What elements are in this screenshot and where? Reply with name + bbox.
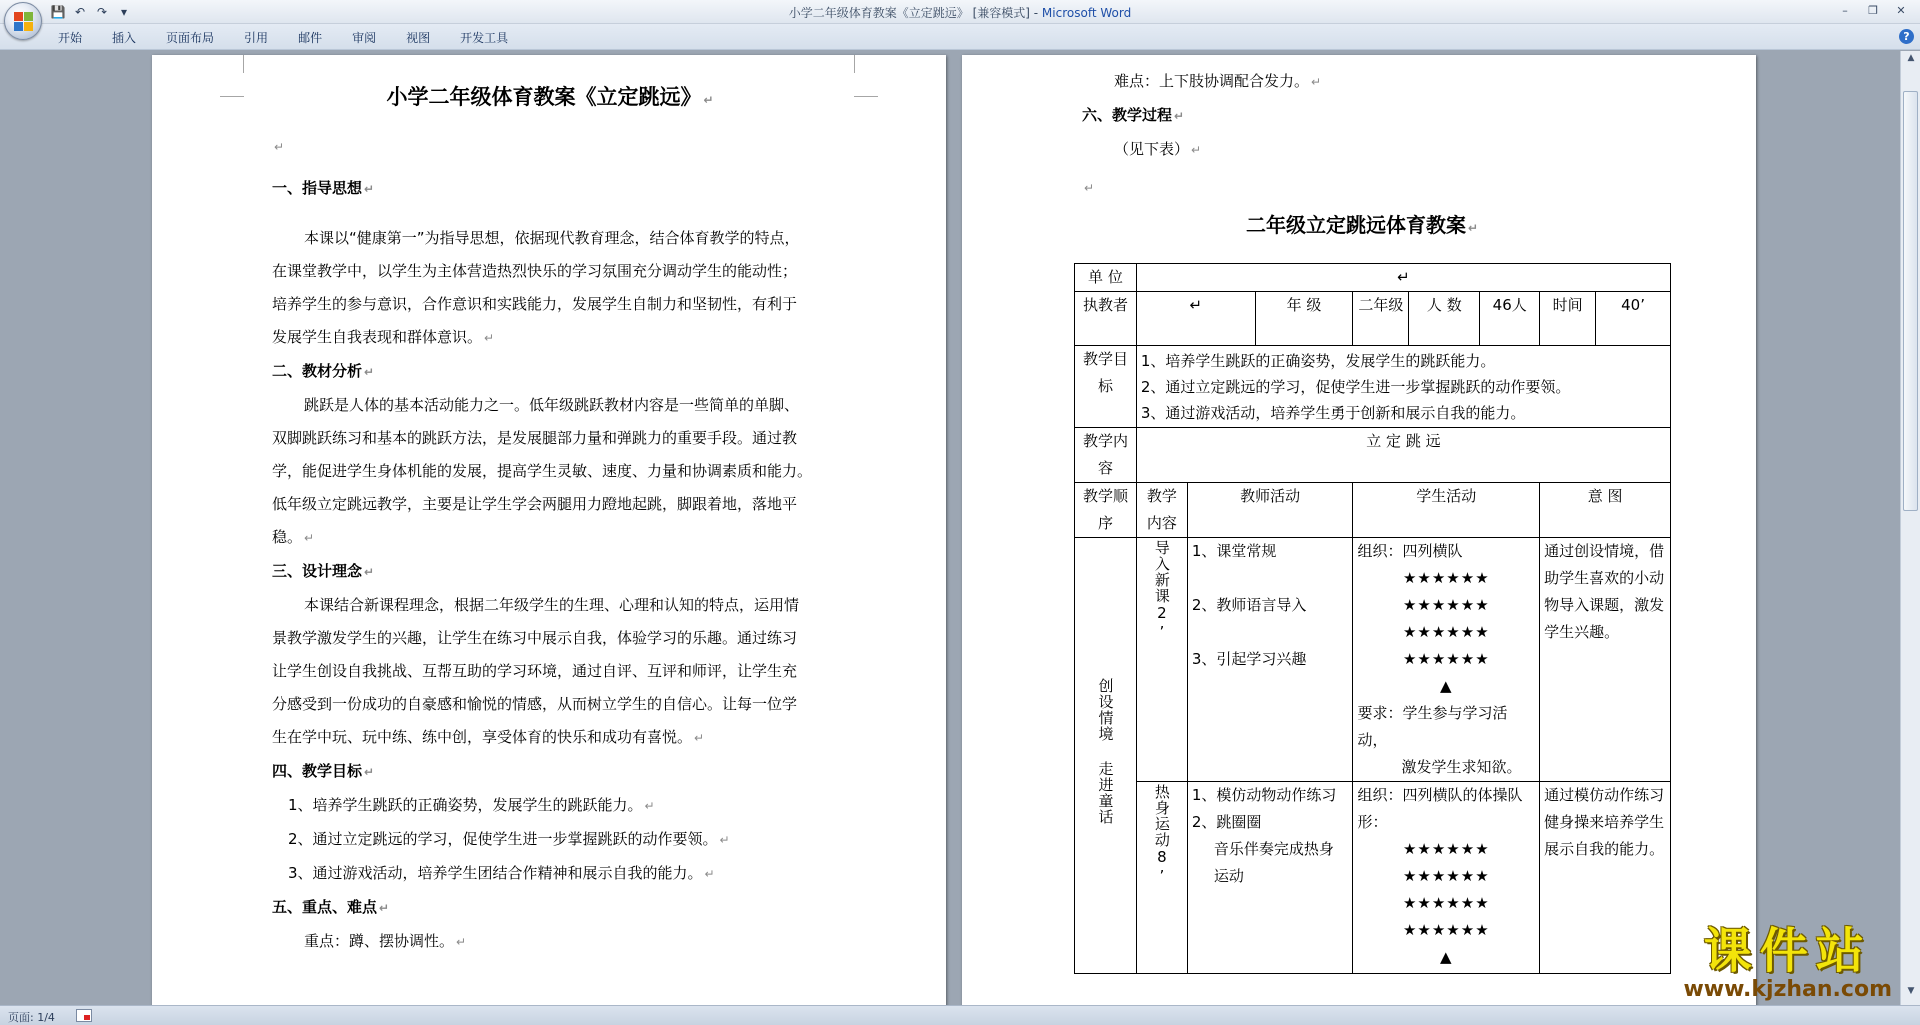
tab-developer[interactable]: 开发工具 <box>460 31 509 45</box>
watermark <box>1683 924 1892 1002</box>
tab-review[interactable]: 审阅 <box>352 31 377 45</box>
list-item: 2、通过立定跳远的学习，促使学生进一步掌握跳跃的动作要领。 ↵ <box>288 830 730 848</box>
paragraph: 低年级立定跳远教学，主要是让学生学会两腿用力蹬地起跳，脚跟着地，落地平 <box>272 495 798 513</box>
document-workspace <box>0 51 1900 1006</box>
warmup-teacher-activity: 1、模仿动物动作练习 2、跳圈圈 音乐伴奏完成热身运动 <box>1187 782 1353 974</box>
tab-references[interactable]: 引用 <box>244 31 269 45</box>
unit-value[interactable]: ↵ <box>1136 264 1670 292</box>
intro-intent: 通过创设情境，借助学生喜欢的小动物导入课题，激发学生兴趣。 <box>1540 538 1671 782</box>
intro-student-activity: 组织：四列横队 ★★★★★★ ★★★★★★ ★★★★★★ ★★★★★★ ▲ 要求：学生参与学习活动， 激发学生求知欲。 <box>1353 538 1540 782</box>
content-value: 立 定 跳 远 <box>1136 428 1670 483</box>
grade-label: 年 级 <box>1255 292 1353 346</box>
document-page-1[interactable]: 小学二年级体育教案《立定跳远》 ↵ ↵ 一、指导思想 ↵ 本课以“健康第一”为指导思想，依据现代教育理念，结合体育教学的特点， 在课堂教学中，以学生为主体营造热烈快乐的学习氛围充分调动学生的能动性； 培养学生的参与意识，合作意识和实践能力，发展学生自制力和坚韧性，有利于 发展学生自我表现和群体意识。 ↵ 二、教材分析 ↵ 跳跃是人体的基本活动能力之一。低年级跳跃教材内容是一些简单的单脚、 双脚跳跃练习和基本的跳跃方法，是发展腿部力量和弹跳力的重要手段。通过教 学，能促进学生身体机能的发展，提高学生灵敏、速度、力量和协调素质和能力。 低年级立定跳远教学，主要是让学生学会两腿用力蹬地起跳，脚跟着地，落地平 稳。 ↵ 三、设计理念 ↵ 本课结合新课程理念，根据二年级学生的生理、心理和认知的特点，运用情 景教学激发学生的兴趣，让学生在练习中展示自我，体验学习的乐趣。通过练习 让学生创设自我挑战、互帮互助的学习环境，通过自评、互评和师评，让学生充 分感受到一份成功的自豪感和愉悦的情感，从而树立学生的自信心。让每一位学 生在学中玩、玩中练、练中创，享受体育的快乐和成功有喜悦。 ↵ 四、教学目标 ↵ 1、培养学生跳跃的正确姿势，发展学生的跳跃能力。 ↵ 2、通过立定跳远的学习，促使学生进一步掌握跳跃的动作要领。 ↵ 3、通过游戏活动，培养学生团结合作精神和展示自我的能力。 ↵ 五、重点、难点 ↵ 重点：蹲、摆协调性。 ↵ <box>152 55 946 1006</box>
unit-label: 单 位 <box>1075 264 1137 292</box>
lesson-plan-table <box>1074 263 1671 974</box>
section-heading-2: 二、教材分析 ↵ <box>272 362 375 380</box>
paragraph: 分感受到一份成功的自豪感和愉悦的情感，从而树立学生的自信心。让每一位学 <box>272 695 798 713</box>
paragraph: 让学生创设自我挑战、互帮互助的学习环境，通过自评、互评和师评，让学生充 <box>272 662 798 680</box>
office-button[interactable] <box>4 2 42 40</box>
order-label: 教学顺序 <box>1075 483 1137 538</box>
tab-view[interactable]: 视图 <box>406 31 431 45</box>
paragraph: 发展学生自我表现和群体意识。 ↵ <box>272 328 495 346</box>
paragraph: 跳跃是人体的基本活动能力之一。低年级跳跃教材内容是一些简单的单脚、 <box>304 396 800 414</box>
paragraph: 稳。 ↵ <box>272 528 315 546</box>
office-logo-icon <box>14 12 34 32</box>
restore-button[interactable]: ❐ <box>1868 4 1878 17</box>
warmup-intent: 通过模仿动作练习健身操来培养学生展示自我的能力。 <box>1540 782 1671 974</box>
paragraph: 学，能促进学生身体机能的发展，提高学生灵敏、速度、力量和协调素质和能力。 <box>272 462 813 480</box>
section-heading-6: 六、教学过程 ↵ <box>1082 106 1185 124</box>
status-bar <box>0 1005 1920 1025</box>
window-title: 小学二年级体育教案《立定跳远》 [兼容模式] - Microsoft Word <box>788 6 1132 20</box>
warmup-content: 热身运动8’ <box>1136 782 1187 974</box>
count-value: 46人 <box>1480 292 1540 346</box>
document-title: 小学二年级体育教案《立定跳远》 ↵ <box>386 85 714 109</box>
vertical-scrollbar[interactable] <box>1900 51 1920 1006</box>
section-heading-5: 五、重点、难点 ↵ <box>272 898 390 916</box>
document-page-2[interactable]: 难点：上下肢协调配合发力。 ↵ 六、教学过程 ↵ （见下表） ↵ ↵ 二年级立定跳远体育教案 ↵ 单 位 ↵ 执教者 ↵ 年 级 二年级 人 数 46人 时间 40’ 教学目标 1、培养学生跳跃的正确姿势，发展学生的跳跃能力。 2、通过立定跳远的学习，促使学生进一步掌握跳跃的动作要领。 3、通过游戏活动，培养学生勇于创新和展示自我的能力。 教学内容 立 定 跳 远 教学顺序 教学内容 教师活动 学生活动 意 图 创设情境 走进童话 导入新课2’ 1、课堂常规 2、教师语言导入 3、引起学习兴趣 组织：四列横队 ★★★★★★ ★★★★★★ ★★★★★★ ★★★★★★ ▲ 要求：学生参与学习活动， 激发学生求知欲。 通过创设情境，借助学生喜欢的小动物导入课题，激发学生兴趣。 热身运动8’ 1、模仿动物动作练习 2、跳圈圈 音乐伴奏完成热身运动 组织：四列横队的体操队形： ★★★★★★ ★★★★★★ ★★★★★★ ★★★★★★ ▲ 通过模仿动作练习健身操来培养学生展示自我的能力。 <box>962 55 1756 1006</box>
paragraph: 在课堂教学中，以学生为主体营造热烈快乐的学习氛围充分调动学生的能动性； <box>272 262 798 280</box>
tab-mailings[interactable]: 邮件 <box>298 31 323 45</box>
paragraph: （见下表） ↵ <box>1114 140 1202 158</box>
tab-page-layout[interactable]: 页面布局 <box>166 31 215 45</box>
intent-header: 意 图 <box>1540 483 1671 538</box>
ribbon-tab-bar <box>0 24 1920 50</box>
close-button[interactable]: ✕ <box>1896 4 1906 17</box>
redo-icon[interactable]: ↷ <box>96 5 108 19</box>
list-item: 1、培养学生跳跃的正确姿势，发展学生的跳跃能力。 ↵ <box>288 796 655 814</box>
paragraph: 双脚跳跃练习和基本的跳跃方法，是发展腿部力量和弹跳力的重要手段。通过教 <box>272 429 798 447</box>
grade-value: 二年级 <box>1353 292 1409 346</box>
minimize-button[interactable]: – <box>1842 4 1848 17</box>
intro-content: 导入新课2’ <box>1136 538 1187 782</box>
intro-teacher-activity: 1、课堂常规 2、教师语言导入 3、引起学习兴趣 <box>1187 538 1353 782</box>
paragraph: 本课结合新课程理念，根据二年级学生的生理、心理和认知的特点，运用情 <box>304 596 800 614</box>
goal-label: 教学目标 <box>1075 346 1137 428</box>
list-item: 3、通过游戏活动，培养学生团结合作精神和展示自我的能力。 ↵ <box>288 864 715 882</box>
scroll-thumb[interactable] <box>1903 91 1918 511</box>
watermark-url: www.kjzhan.com <box>1683 977 1892 1002</box>
paragraph: 本课以“健康第一”为指导思想，依据现代教育理念，结合体育教学的特点， <box>304 229 800 247</box>
sub-content-label: 教学内容 <box>1136 483 1187 538</box>
tab-home[interactable]: 开始 <box>58 31 83 45</box>
scroll-up-icon[interactable]: ▲ <box>1907 53 1915 63</box>
teacher-value[interactable]: ↵ <box>1136 292 1255 346</box>
title-bar <box>0 0 1920 24</box>
watermark-brand: 课件站 <box>1703 923 1872 979</box>
teacher-label: 执教者 <box>1075 292 1137 346</box>
section-heading-3: 三、设计理念 ↵ <box>272 562 375 580</box>
proofing-icon[interactable] <box>76 1009 92 1022</box>
undo-icon[interactable]: ↶ <box>74 5 86 19</box>
teacher-activity-header: 教师活动 <box>1187 483 1353 538</box>
paragraph: 生在学中玩、玩中练、练中创，享受体育的快乐和成功有喜悦。 ↵ <box>272 728 705 746</box>
time-label: 时间 <box>1540 292 1596 346</box>
student-activity-header: 学生活动 <box>1353 483 1540 538</box>
tab-insert[interactable]: 插入 <box>112 31 137 45</box>
customize-qat-icon[interactable]: ▾ <box>120 5 128 19</box>
phase-cell: 创设情境 走进童话 <box>1075 538 1137 974</box>
time-value: 40’ <box>1596 292 1671 346</box>
section-heading-1: 一、指导思想 ↵ <box>272 179 375 197</box>
content-label: 教学内容 <box>1075 428 1137 483</box>
save-icon[interactable]: 💾 <box>50 5 66 19</box>
paragraph: 重点：蹲、摆协调性。 ↵ <box>304 932 467 950</box>
page-indicator[interactable]: 页面: 1/4 <box>8 1011 55 1024</box>
paragraph: 景教学激发学生的兴趣，让学生在练习中展示自我，体验学习的乐趣。通过练习 <box>272 629 798 647</box>
scroll-down-icon[interactable]: ▼ <box>1907 986 1915 996</box>
paragraph: 培养学生的参与意识，合作意识和实践能力，发展学生自制力和坚韧性，有利于 <box>272 295 798 313</box>
section-heading-4: 四、教学目标 ↵ <box>272 762 375 780</box>
table-title: 二年级立定跳远体育教案 ↵ <box>1245 213 1479 237</box>
count-label: 人 数 <box>1409 292 1480 346</box>
warmup-student-activity: 组织：四列横队的体操队形： ★★★★★★ ★★★★★★ ★★★★★★ ★★★★★★ ▲ <box>1353 782 1540 974</box>
goal-cell: 1、培养学生跳跃的正确姿势，发展学生的跳跃能力。 2、通过立定跳远的学习，促使学生进一步掌握跳跃的动作要领。 3、通过游戏活动，培养学生勇于创新和展示自我的能力。 <box>1136 346 1670 428</box>
help-icon[interactable]: ? <box>1899 29 1914 44</box>
paragraph: 难点：上下肢协调配合发力。 ↵ <box>1114 72 1322 90</box>
